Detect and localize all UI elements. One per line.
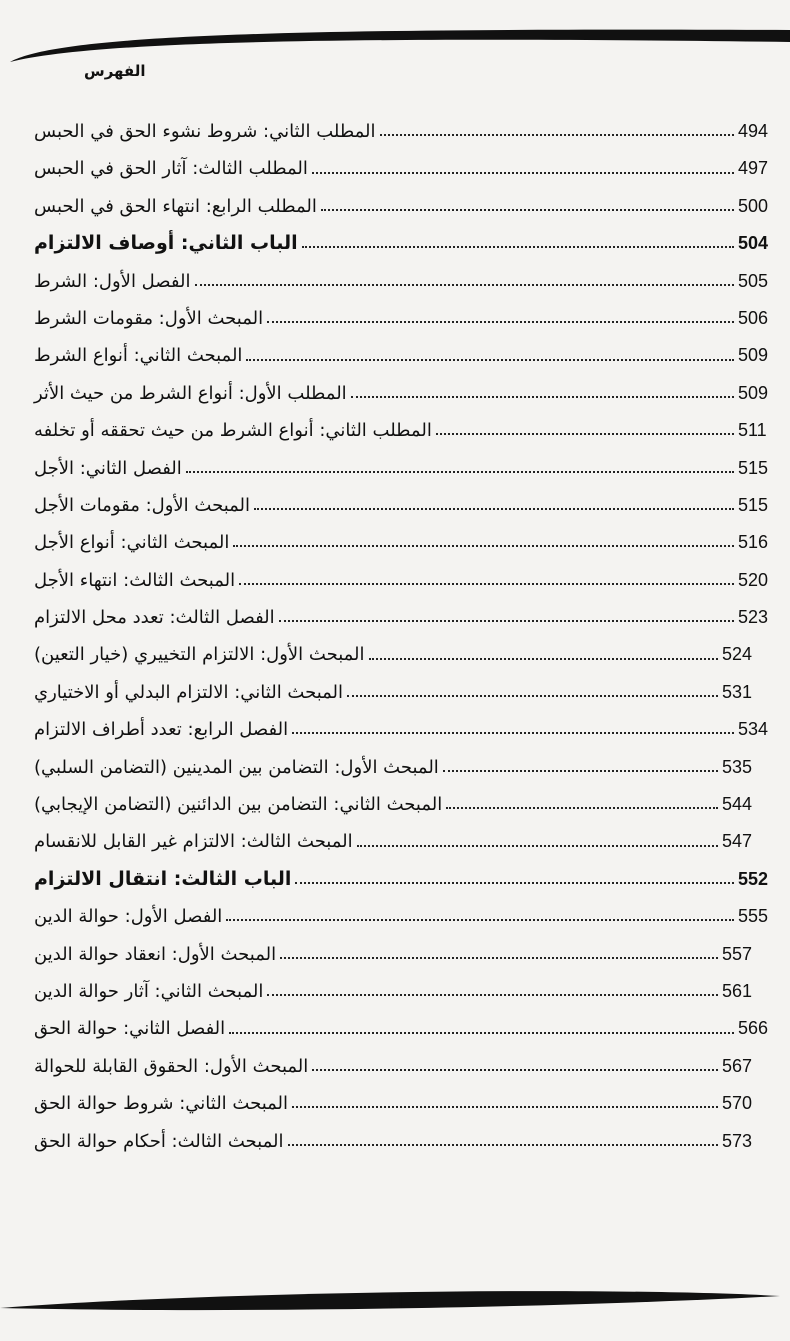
- dot-leader: [226, 918, 734, 921]
- toc-entry-page: 555: [738, 906, 769, 927]
- toc-entry-page: 557: [722, 943, 753, 964]
- dot-leader: [254, 507, 734, 510]
- dot-leader: [443, 769, 718, 772]
- toc-entry-page: 504: [738, 233, 769, 254]
- dot-leader: [380, 133, 735, 136]
- toc-entry: [34, 749, 784, 786]
- toc-entry-title: المبحث الثاني: أنواع الشرط: [34, 345, 243, 367]
- dot-leader: [267, 320, 734, 323]
- dot-leader: [347, 694, 718, 697]
- toc-entry: [34, 1010, 784, 1047]
- toc-entry-page: 494: [738, 121, 769, 141]
- dot-leader: [312, 1068, 718, 1071]
- toc-entry-page: 531: [722, 681, 753, 702]
- toc-entry: [34, 636, 784, 673]
- dot-leader: [280, 956, 718, 959]
- toc-entry: [34, 786, 784, 823]
- toc-entry-title: المبحث الثاني: الالتزام البدلي أو الاختياري: [34, 681, 344, 703]
- toc-entry-page: 534: [738, 719, 769, 740]
- toc-entry-title: المطلب الأول: أنواع الشرط من حيث الأثر: [34, 382, 347, 404]
- toc-entry-title: المطلب الثاني: أنواع الشرط من حيث تحققه أو تخلفه: [34, 420, 432, 442]
- toc-entry: [34, 487, 784, 524]
- dot-leader: [369, 657, 718, 660]
- dot-leader: [279, 619, 734, 622]
- toc-entry-page: 566: [738, 1018, 769, 1039]
- toc-entry-title: الفصل الثاني: حوالة الحق: [34, 1018, 226, 1040]
- dot-leader: [186, 470, 734, 473]
- toc-entry-title: الفصل الأول: الشرط: [34, 270, 191, 292]
- dot-leader: [195, 283, 735, 286]
- toc-entry-title: المبحث الأول: التضامن بين المدينين (التضامن السلبي): [34, 756, 439, 778]
- dot-leader: [292, 1105, 718, 1108]
- toc-entry-title: المطلب الثاني: شروط نشوء الحق في الحبس: [34, 121, 376, 142]
- toc-entry: [34, 711, 784, 748]
- toc-entry-page: 515: [738, 457, 769, 478]
- toc-entry-page: 544: [722, 794, 753, 815]
- toc-entry-page: 520: [738, 569, 769, 590]
- dot-leader: [351, 395, 734, 398]
- toc-entry: [34, 300, 784, 337]
- toc-entry: [34, 599, 784, 636]
- toc-entry-title: المبحث الثاني: أنواع الأجل: [34, 532, 230, 554]
- dot-leader: [239, 582, 734, 585]
- toc-entry-page: 570: [722, 1093, 753, 1114]
- dot-leader: [321, 208, 734, 211]
- toc-entry: [34, 113, 784, 150]
- toc-entry-page: 500: [738, 195, 769, 216]
- toc-entry-title: المبحث الأول: انعقاد حوالة الدين: [34, 943, 277, 965]
- toc-entry: [34, 450, 784, 487]
- toc-entry-page: 524: [722, 644, 753, 665]
- toc-entry-title: المبحث الثالث: انتهاء الأجل: [34, 569, 236, 591]
- toc-entry-title: الباب الثالث: انتقال الالتزام: [34, 867, 292, 890]
- toc-entry: [34, 150, 784, 187]
- dot-leader: [229, 1031, 734, 1034]
- toc-entry: [34, 936, 784, 973]
- toc-entry-title: المطلب الرابع: انتهاء الحق في الحبس: [34, 195, 317, 217]
- toc-entry: [34, 973, 784, 1010]
- toc-entry-title: المبحث الثالث: الالتزام غير القابل للانقسام: [34, 831, 353, 853]
- toc-entry-title: الفصل الثالث: تعدد محل الالتزام: [34, 607, 275, 629]
- toc-entry: [34, 898, 784, 935]
- dot-leader: [357, 844, 718, 847]
- dot-leader: [436, 432, 734, 435]
- toc-entry: [34, 861, 784, 898]
- toc-entry-page: 511: [738, 420, 767, 441]
- toc-entry-title: المبحث الأول: مقومات الأجل: [34, 494, 251, 516]
- dot-leader: [267, 993, 718, 996]
- toc-entry-title: الباب الثاني: أوصاف الالتزام: [34, 232, 298, 255]
- toc-entry: [34, 1048, 784, 1085]
- table-of-contents: [34, 113, 784, 1160]
- dot-leader: [288, 1143, 718, 1146]
- toc-entry-page: 567: [722, 1055, 753, 1076]
- running-title: الفهرس: [84, 62, 146, 80]
- toc-entry-title: المبحث الأول: مقومات الشرط: [34, 307, 264, 329]
- toc-entry-title: المبحث الثالث: أحكام حوالة الحق: [34, 1130, 284, 1152]
- dot-leader: [292, 731, 734, 734]
- toc-entry: [34, 562, 784, 599]
- toc-entry-page: 515: [738, 494, 769, 515]
- toc-entry-title: المبحث الأول: الالتزام التخييري (خيار التعين): [34, 644, 365, 666]
- toc-entry-page: 535: [722, 756, 753, 777]
- toc-entry-page: 509: [738, 382, 769, 403]
- dot-leader: [295, 881, 734, 884]
- toc-entry-page: 497: [738, 158, 769, 179]
- dot-leader: [312, 171, 734, 174]
- toc-entry: [34, 524, 784, 561]
- dot-leader: [446, 806, 718, 809]
- toc-entry-title: الفصل الثاني: الأجل: [34, 457, 182, 479]
- toc-entry: [34, 188, 784, 225]
- toc-entry-title: المطلب الثالث: آثار الحق في الحبس: [34, 158, 308, 180]
- toc-entry-page: 506: [738, 307, 769, 328]
- toc-entry: [34, 225, 784, 262]
- toc-entry-title: المبحث الأول: الحقوق القابلة للحوالة: [34, 1055, 309, 1077]
- toc-entry: [34, 674, 784, 711]
- toc-entry-title: الفصل الرابع: تعدد أطراف الالتزام: [34, 719, 289, 741]
- toc-entry-page: 552: [738, 868, 769, 889]
- toc-entry-page: 505: [738, 270, 769, 291]
- toc-entry-page: 547: [722, 831, 753, 852]
- toc-entry-title: المبحث الثاني: آثار حوالة الدين: [34, 980, 264, 1002]
- toc-entry-title: المبحث الثاني: التضامن بين الدائنين (التضامن الإيجابي): [34, 794, 443, 816]
- toc-entry-page: 516: [738, 532, 769, 553]
- page-number: 11: [384, 1288, 406, 1313]
- toc-entry: [34, 412, 784, 449]
- toc-entry: [34, 1123, 784, 1160]
- toc-entry-page: 509: [738, 345, 769, 366]
- toc-entry: [34, 337, 784, 374]
- dot-leader: [302, 245, 734, 248]
- dot-leader: [246, 358, 734, 361]
- toc-entry-title: المبحث الثاني: شروط حوالة الحق: [34, 1093, 289, 1115]
- toc-entry: [34, 823, 784, 860]
- dot-leader: [233, 544, 734, 547]
- toc-entry: [34, 1085, 784, 1122]
- toc-entry-page: 561: [722, 980, 753, 1001]
- toc-entry-page: 523: [738, 607, 769, 628]
- toc-entry: [34, 263, 784, 300]
- toc-entry-title: الفصل الأول: حوالة الدين: [34, 906, 223, 928]
- toc-entry: [34, 375, 784, 412]
- toc-entry-page: 573: [722, 1130, 753, 1151]
